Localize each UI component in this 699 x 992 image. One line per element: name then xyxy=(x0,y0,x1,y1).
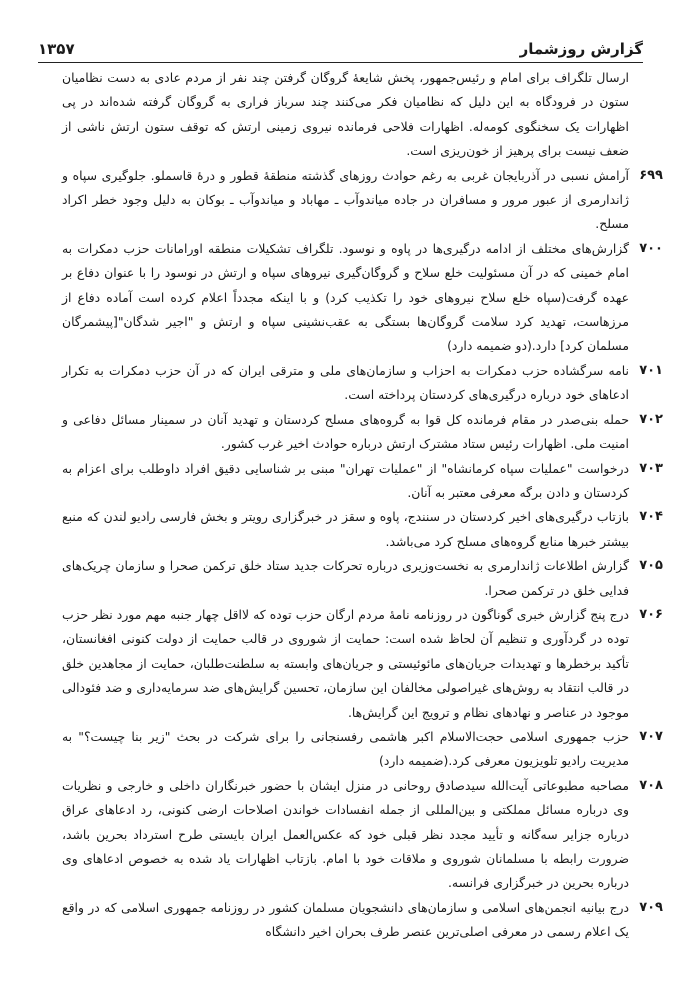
entry-number: ۷۰۰ xyxy=(639,240,663,256)
entry-701 xyxy=(62,359,663,408)
entry-text: بازتاب درگیری‌های اخیر کردستان در سنندج، پاوه و سقز در خبرگزاری رویتر و بخش فارسی رادیو لندن که منبع بیشتر خبرها منابع گروه‌های مسلح کرد می‌باشد. xyxy=(62,509,629,549)
document-body xyxy=(62,66,663,945)
entry-text: درج بیانیه انجمن‌های اسلامی و سازمان‌های دانشجویان مسلمان کشور در روزنامه جمهوری اسلامی که در واقع یک اعلام رسمی در معرفی اصلی‌ترین عنصر طرف بحران اخیر دانشگاه xyxy=(62,899,629,940)
entry-708 xyxy=(62,774,663,896)
entry-number: ۷۰۱ xyxy=(639,362,663,378)
entry-number: ۷۰۶ xyxy=(639,606,663,622)
running-head-title: گزارش روزشمار xyxy=(519,40,643,58)
entry-number: ۷۰۳ xyxy=(639,460,663,476)
entry-text: مصاحبه مطبوعاتی آیت‌الله سیدصادق روحانی در منزل ایشان با حضور خبرنگاران داخلی و خارجی و نظریات وی درباره مسائل مملکتی و بین‌المللی از جمله انفسادات خواندن اصلاحات ارضی کنونی، رد ادعاهای عراق درباره جزایر سه‌گانه و تأیید مجدد نظر قبلی خود که عکس‌العمل ایران بایستی طرح استرداد بحرین باشد، ضرورت رابطه با مسلمانان شوروی و ملاقات خود با امام. بازتاب اظهارات یاد شده به خصوص ادعاهای وی درباره بحرین در خبرگزاری فرانسه. xyxy=(62,777,629,891)
entry-705 xyxy=(62,554,663,603)
entry-number: ۷۰۴ xyxy=(639,509,663,525)
entry-text: درج پنج گزارش خبری گوناگون در روزنامه نامهٔ مردم ارگان حزب توده که لااقل چهار جنبه مهم مورد نظر حزب توده در گردآوری و تنظیم آن لحاظ شده است: حمایت از شوروی در قالب حمایت از دولت کنونی افغانستان، تأکید برخطرها و تهدیدات جریان‌های مائوئیستی و جریان‌های وابسته به سلطنت‌طلبان، حمایت از مجاهدین خلق در قالب انتقاد به روش‌های غیراصولی مخالفان این سازمان، تحسین گرایش‌های ضد سرمایه‌داری و ضد فئودالی موجود در عناصر و نهادهای نظام و ترویج این گرایش‌ها. xyxy=(62,606,629,720)
entry-number: ۶۹۹ xyxy=(639,167,663,183)
entry-number: ۷۰۹ xyxy=(639,899,663,915)
running-head xyxy=(38,34,643,58)
entry-702 xyxy=(62,408,663,457)
entry-number: ۷۰۸ xyxy=(639,777,663,793)
entry-number: ۷۰۵ xyxy=(639,558,663,574)
entry-number: ۷۰۷ xyxy=(639,728,663,744)
header-rule xyxy=(38,62,643,63)
entry-703 xyxy=(62,457,663,506)
entry-text: درخواست "عملیات سپاه کرمانشاه" از "عملیات تهران" مبنی بر شناسایی دقیق افراد داوطلب برای اعزام به کردستان و دادن برگه معرفی معتبر به آنان. xyxy=(62,460,629,500)
entry-709 xyxy=(62,896,663,945)
entry-700 xyxy=(62,237,663,359)
entry-706 xyxy=(62,603,663,725)
entry-text: گزارش‌های مختلف از ادامه درگیری‌ها در پاوه و نوسود. تلگراف تشکیلات منطقه اورامانات حزب دمکرات به امام خمینی که در آن مسئولیت خلع سلاح و گروگان‌گیری نیروهای سپاه و ارتش در نوسود را با عنوان دفاع بر عهده گرفت(سپاه خلع سلاح نیروهای خود را تکذیب کرد) و با اینکه مجدداً اعلام کرده است آماده دفاع از مرزهاست، تهدید کرد سلامت گروگان‌ها بستگی به عقب‌نشینی سپاه و ارتش و "اجیر شدگان"[پیشمرگان مسلمان کرد] دارد.(دو ضمیمه دارد) xyxy=(62,240,629,354)
entry-text: آرامش نسبی در آذربایجان غربی به رغم حوادث روزهای گذشته منطقهٔ قطور و درهٔ قاسملو. جلوگیری سپاه و ژاندارمری از عبور مرور و مسافران در جاده میاندوآب ـ مهاباد و میاندوآب ـ بوکان به دلیل وجود خطر اکراد مسلح. xyxy=(62,167,629,232)
entry-text: حمله بنی‌صدر در مقام فرمانده کل قوا به گروه‌های مسلح کردستان و تهدید آنان در سمینار مسائل دفاعی و امنیت ملی. اظهارات رئیس ستاد مشترک ارتش درباره حوادث اخیر غرب کشور. xyxy=(62,411,629,452)
entry-704 xyxy=(62,505,663,554)
entry-text: گزارش اطلاعات ژاندارمری به نخست‌وزیری درباره تحرکات جدید ستاد خلق ترکمن صحرا و سازمان چریک‌های فدایی خلق در ترکمن صحرا. xyxy=(62,558,629,598)
entry-699 xyxy=(62,164,663,237)
page-number: ۱۳۵۷ xyxy=(38,40,75,58)
entry-number: ۷۰۲ xyxy=(639,411,663,427)
intro-paragraph: ارسال تلگراف برای امام و رئیس‌جمهور، پخش شایعهٔ گروگان گرفتن چند نفر از مردم عادی به دست نظامیان ستون در فرودگاه به این دلیل که نظامیان فکر می‌کنند چند سرباز فراری به گروگان گرفته شده‌اند در پی اظهارات یک سخنگوی کومه‌له. اظهارات فلاحی فرمانده نیروی زمینی ارتش که توقف ستون ارتش ناشی از ضعف نیست برای پرهیز از خون‌ریزی است. xyxy=(62,70,629,159)
entry-text: نامه سرگشاده حزب دمکرات به احزاب و سازمان‌های ملی و مترقی ایران که در آن حزب دمکرات به تکرار ادعاهای خود درباره درگیری‌های کردستان پرداخته است. xyxy=(62,362,629,403)
entry-707 xyxy=(62,725,663,774)
entry-text: حزب جمهوری اسلامی حجت‌الاسلام اکبر هاشمی رفسنجانی را برای شرکت در بحث "زیر بنا چیست؟" به مدیریت رادیو تلویزیون معرفی کرد.(ضمیمه دارد) xyxy=(62,728,629,769)
